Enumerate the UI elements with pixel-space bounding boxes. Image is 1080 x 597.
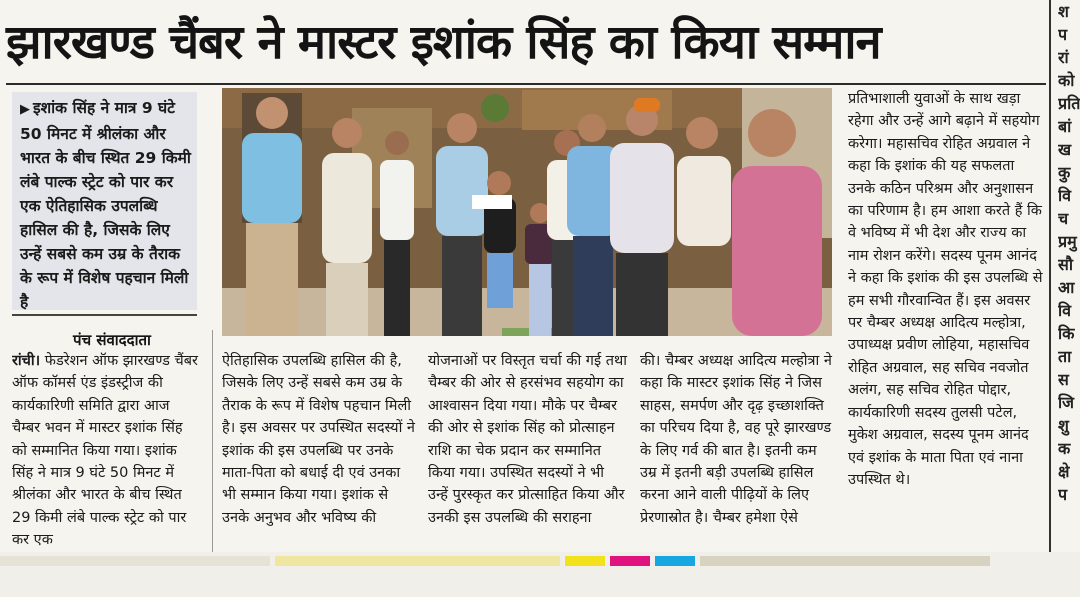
triangle-bullet-icon: ▶ [20, 102, 30, 117]
article-column-1 [12, 350, 200, 550]
column-divider [1049, 0, 1051, 552]
headline: झारखण्ड चैंबर ने मास्टर इशांक सिंह का किया सम्मान [6, 15, 881, 70]
headline-rule [6, 83, 1046, 85]
article-column-2: ऐतिहासिक उपलब्धि हासिल की है, जिसके लिए उन्हें सबसे कम उम्र के तैराक के रूप में विशेष पहचान मिली है। इस अवसर पर उपस्थित सदस्यों ने इशांक की इस उपलब्धि पर उनके माता-पिता को बधाई दी एवं उनका भी सम्मान किया गया। इशांक से उनके अनुभव और भविष्य की [222, 353, 415, 526]
summary-text: इशांक सिंह ने मात्र 9 घंटे 50 मिनट में श्रीलंका और भारत के बीच स्थित 29 किमी लंबे पाल्क स्ट्रेट को पार कर एक ऐतिहासिक उपलब्धि हासिल की है, जिसके लिए उन्हें सबसे कम उम्र के तैराक के रूप में विशेष पहचान मिली है [20, 99, 191, 311]
group-photo-illustration [222, 88, 832, 336]
dateline: रांची। [12, 353, 41, 369]
adjacent-article-fragment: श प रां को प्रति बां ख कु वि च प्रमु सौ आ वि कि ता स जि शु क क्षे प [1058, 2, 1080, 504]
column-rule [212, 330, 213, 552]
byline: पंच संवाददाता [73, 331, 151, 349]
article-column-3: योजनाओं पर विस्तृत चर्चा की गई तथा चैम्बर की ओर से हरसंभव सहयोग का आश्वासन दिया गया। मौके पर चैम्बर की ओर से इशांक सिंह को प्रोत्साहन राशि का चेक प्रदान कर सम्मानित किया गया। उपस्थित सदस्यों ने भी उन्हें पुरस्कृत कर प्रोत्साहित किया और उनकी इस उपलब्धि की सराहना [428, 353, 627, 526]
summary-box [12, 92, 197, 310]
article-column-5: प्रतिभाशाली युवाओं के साथ खड़ा रहेगा और उन्हें आगे बढ़ाने में सहयोग करेगा। महासचिव रोहित अग्रवाल ने कहा कि इशांक की यह सफलता उनके कठिन परिश्रम और अनुशासन का परिणाम है। हम आशा करते हैं कि वे भविष्य में भी देश और राज्य का नाम रोशन करेंगे। सदस्य पूनम आनंद ने कहा कि इशांक की इस उपलब्धि से हम सभी गौरवान्वित हैं। इस अवसर पर चैम्बर अध्यक्ष आदित्य मल्होत्रा, उपाध्यक्ष प्रवीण लोहिया, महासचिव रोहित अग्रवाल, सह सचिव नवजोत अलंग, सह सचिव रोहित पोद्दार, कार्यकारिणी सदस्य तुलसी पटेल, मुकेश अग्रवाल, सदस्य पूनम आनंद एवं इशांक के माता पिता एवं नाना उपस्थित थे। [848, 91, 1043, 488]
registration-bar-gray-2 [700, 556, 990, 566]
registration-bar-cyan [655, 556, 695, 566]
news-photo [222, 88, 832, 336]
article-column-4: की। चैम्बर अध्यक्ष आदित्य मल्होत्रा ने कहा कि मास्टर इशांक सिंह ने जिस साहस, समर्पण और दृढ़ इच्छाशक्ति का परिचय दिया है, वह पूरे झारखण्ड के लिए गर्व की बात है। इतनी कम उम्र में इतनी बड़ी उपलब्धि हासिल करना आने वाली पीढ़ियों के लिए प्रेरणास्रोत है। चैम्बर हमेशा ऐसे [640, 353, 832, 526]
summary-rule [12, 314, 197, 316]
registration-bar-pale [275, 556, 560, 566]
registration-bar-gray [0, 556, 270, 566]
registration-bar-magenta [610, 556, 650, 566]
article-text-1: फेडरेशन ऑफ झारखण्ड चैंबर ऑफ कॉमर्स एंड इंडस्ट्रीज की कार्यकारिणी समिति द्वारा आज चैम्बर भवन में मास्टर इशांक सिंह को सम्मानित किया गया। इशांक सिंह ने मात्र 9 घंटे 50 मिनट में श्रीलंका और भारत के बीच स्थित 29 किमी लंबे पाल्क स्ट्रेट को पार कर एक [12, 353, 198, 549]
registration-bar-yellow [565, 556, 605, 566]
